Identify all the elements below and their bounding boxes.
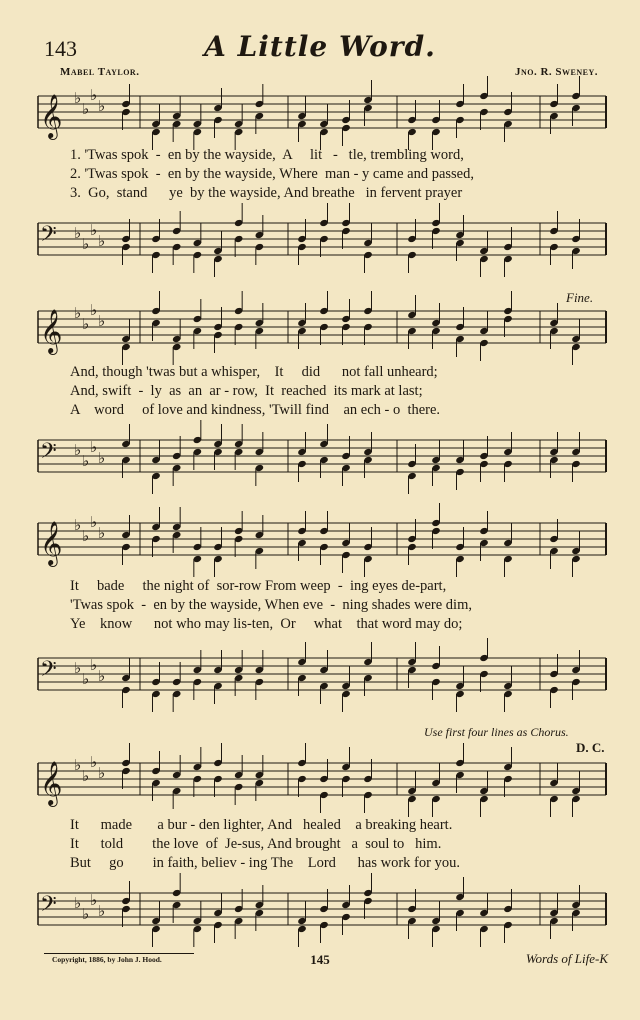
bass-staff-2 xyxy=(0,432,640,492)
svg-text:♭: ♭ xyxy=(90,301,98,319)
verse-2-line-3: 'Twas spok - en by the wayside, When eve - ning shades were dim, xyxy=(70,597,472,613)
verse-3-line-3: Ye know not who may lis-ten, Or what that word may do; xyxy=(70,616,463,632)
treble-staff-3 xyxy=(0,515,640,575)
svg-text:𝄢: 𝄢 xyxy=(40,657,57,687)
svg-text:♭: ♭ xyxy=(90,891,98,909)
fine-mark: Fine. xyxy=(566,290,594,305)
verse-1-line-1: 1. 'Twas spok - en by the wayside, A lit - tle, trembling word, xyxy=(70,147,464,163)
svg-text:𝄞: 𝄞 xyxy=(40,521,63,565)
page-number: 145 xyxy=(310,952,330,967)
svg-text:♭: ♭ xyxy=(82,527,90,545)
svg-text:♭: ♭ xyxy=(98,524,106,542)
source-note: Words of Life-K xyxy=(525,951,608,966)
bass-staff-1 xyxy=(0,215,640,275)
svg-text:𝄢: 𝄢 xyxy=(40,439,57,469)
svg-text:𝄞: 𝄞 xyxy=(40,94,63,138)
svg-text:♭: ♭ xyxy=(90,513,98,531)
hymn-number: 143 xyxy=(44,36,77,61)
svg-text:♭: ♭ xyxy=(90,753,98,771)
svg-text:♭: ♭ xyxy=(98,449,106,467)
treble-staff-4 xyxy=(0,755,640,815)
chorus-instruction: Use first four lines as Chorus. xyxy=(424,725,569,739)
svg-text:♭: ♭ xyxy=(90,221,98,239)
verse-1-line-3: It bade the night of sor-row From weep - ing eyes de-part, xyxy=(70,578,447,594)
copyright-notice: Copyright, 1886, by John J. Hood. xyxy=(52,955,162,964)
svg-text:♭: ♭ xyxy=(74,224,82,242)
verse-2-line-4: It told the love of Je-sus, And brought a soul to him. xyxy=(70,836,442,852)
verse-3-line-4: But go in faith, believ - ing The Lord has work for you. xyxy=(70,855,460,871)
svg-text:♭: ♭ xyxy=(74,516,82,534)
verse-1-line-2: And, though 'twas but a whisper, It did not fall unheard; xyxy=(70,364,438,380)
svg-text:♭: ♭ xyxy=(98,667,106,685)
svg-text:♭: ♭ xyxy=(82,905,90,923)
svg-text:♭: ♭ xyxy=(82,235,90,253)
svg-text:𝄢: 𝄢 xyxy=(40,892,57,922)
svg-text:♭: ♭ xyxy=(90,86,98,104)
svg-text:♭: ♭ xyxy=(82,452,90,470)
svg-text:♭: ♭ xyxy=(74,89,82,107)
verse-2-line-1: 2. 'Twas spok - en by the wayside, Where man - y came and passed, xyxy=(70,166,474,182)
svg-text:♭: ♭ xyxy=(82,767,90,785)
svg-text:♭: ♭ xyxy=(74,659,82,677)
svg-text:♭: ♭ xyxy=(90,438,98,456)
svg-text:𝄢: 𝄢 xyxy=(40,222,57,252)
svg-text:♭: ♭ xyxy=(98,902,106,920)
svg-text:♭: ♭ xyxy=(74,894,82,912)
hymn-title: A Little Word. xyxy=(204,30,436,63)
svg-text:𝄞: 𝄞 xyxy=(40,309,63,353)
svg-text:♭: ♭ xyxy=(98,764,106,782)
svg-text:♭: ♭ xyxy=(82,100,90,118)
bass-staff-4 xyxy=(0,885,640,945)
author-credit: Mabel Taylor. xyxy=(60,66,140,78)
bass-staff-3 xyxy=(0,650,640,710)
svg-text:♭: ♭ xyxy=(98,312,106,330)
treble-staff-1 xyxy=(0,88,640,148)
svg-text:♭: ♭ xyxy=(90,656,98,674)
composer-credit: Jno. R. Sweney. xyxy=(514,66,598,78)
svg-text:♭: ♭ xyxy=(82,670,90,688)
svg-text:♭: ♭ xyxy=(74,756,82,774)
verse-1-line-4: It made a bur - den lighter, And healed a breaking heart. xyxy=(70,817,453,833)
verse-2-line-2: And, swift - ly as an ar - row, It reached its mark at last; xyxy=(70,383,423,399)
dc-mark: D. C. xyxy=(576,740,605,755)
svg-text:♭: ♭ xyxy=(98,97,106,115)
verse-3-line-2: A word of love and kindness, 'Twill find an ech - o there. xyxy=(70,402,441,418)
svg-text:♭: ♭ xyxy=(82,315,90,333)
treble-staff-2 xyxy=(0,303,640,363)
svg-text:♭: ♭ xyxy=(74,304,82,322)
svg-text:♭: ♭ xyxy=(74,441,82,459)
svg-text:𝄞: 𝄞 xyxy=(40,761,63,805)
svg-text:♭: ♭ xyxy=(98,232,106,250)
verse-3-line-1: 3. Go, stand ye by the wayside, And breathe in fervent prayer xyxy=(70,185,463,201)
